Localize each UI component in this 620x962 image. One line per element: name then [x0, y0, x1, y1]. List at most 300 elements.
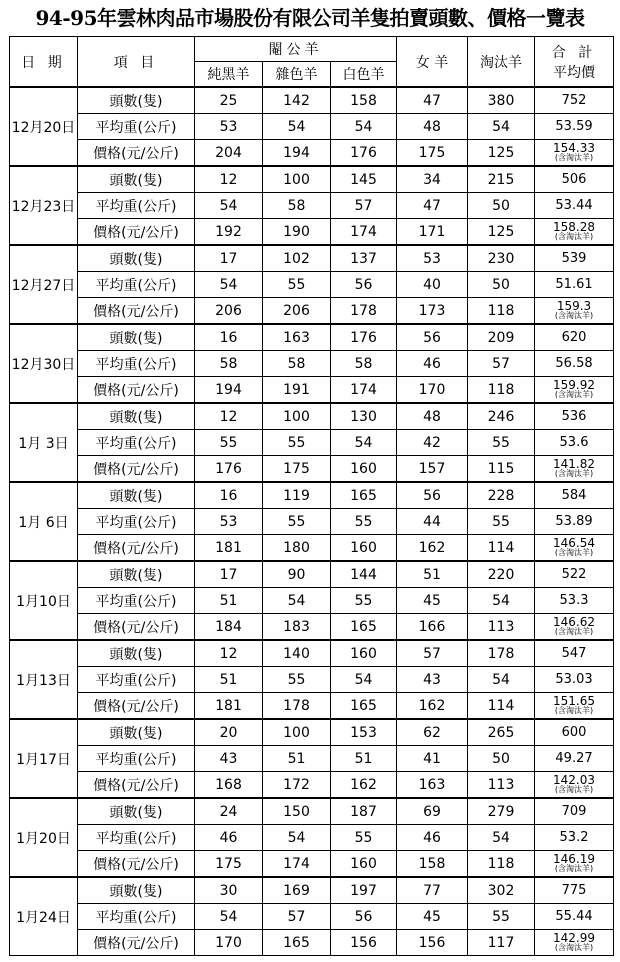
table-row: [10, 377, 614, 404]
value-cell: 181: [195, 693, 263, 720]
total-average-price-cell: [535, 772, 614, 799]
value-cell: 380: [468, 87, 535, 114]
value-cell: 118: [468, 851, 535, 878]
date-cell: 1月10日: [10, 561, 78, 640]
value-cell: 150: [263, 798, 331, 825]
total-cell: 752: [535, 87, 614, 114]
table-row: [10, 219, 614, 246]
value-cell: 57: [468, 351, 535, 377]
price-note: (含淘汰羊): [554, 942, 594, 952]
value-cell: 46: [195, 825, 263, 851]
table-row: [10, 509, 614, 535]
value-cell: 12: [195, 166, 263, 193]
total-average-price-cell: [535, 377, 614, 404]
row-label: 價格(元/公斤): [78, 456, 195, 483]
table-row: [10, 482, 614, 509]
value-cell: 230: [468, 245, 535, 272]
value-cell: 43: [195, 746, 263, 772]
value-cell: 145: [331, 166, 397, 193]
value-cell: 174: [331, 377, 397, 404]
value-cell: 302: [468, 877, 535, 904]
table-row: [10, 403, 614, 430]
value-cell: 55: [468, 509, 535, 535]
table-row: [10, 272, 614, 298]
header-row: [10, 37, 614, 62]
value-cell: 42: [397, 430, 468, 456]
value-cell: 140: [263, 640, 331, 667]
value-cell: 184: [195, 614, 263, 641]
value-cell: 178: [263, 693, 331, 720]
table-row: [10, 930, 614, 956]
row-label: 價格(元/公斤): [78, 693, 195, 720]
total-cell: 539: [535, 245, 614, 272]
price-value: 154.33: [553, 140, 596, 155]
value-cell: 54: [331, 430, 397, 456]
table-row: [10, 904, 614, 930]
value-cell: 16: [195, 482, 263, 509]
table-row: [10, 351, 614, 377]
value-cell: 178: [468, 640, 535, 667]
table-row: [10, 140, 614, 167]
price-with-note: [535, 693, 613, 716]
price-with-note: [535, 219, 613, 242]
row-label: 頭數(隻): [78, 324, 195, 351]
row-label: 價格(元/公斤): [78, 219, 195, 246]
total-cell: 53.2: [535, 825, 614, 851]
total-cell: 49.27: [535, 746, 614, 772]
row-label: 頭數(隻): [78, 166, 195, 193]
total-cell: 547: [535, 640, 614, 667]
row-label: 價格(元/公斤): [78, 377, 195, 404]
value-cell: 175: [397, 140, 468, 167]
price-value: 146.62: [553, 614, 596, 629]
total-cell: 522: [535, 561, 614, 588]
total-cell: 53.6: [535, 430, 614, 456]
table-row: [10, 719, 614, 746]
total-cell: 53.3: [535, 588, 614, 614]
date-cell: 12月23日: [10, 166, 78, 245]
price-note: (含淘汰羊): [554, 705, 594, 715]
value-cell: 162: [397, 693, 468, 720]
value-cell: 25: [195, 87, 263, 114]
value-cell: 158: [397, 851, 468, 878]
value-cell: 58: [195, 351, 263, 377]
row-label: 平均重(公斤): [78, 667, 195, 693]
value-cell: 176: [331, 140, 397, 167]
value-cell: 46: [397, 351, 468, 377]
value-cell: 48: [397, 114, 468, 140]
value-cell: 44: [397, 509, 468, 535]
value-cell: 125: [468, 140, 535, 167]
value-cell: 215: [468, 166, 535, 193]
value-cell: 62: [397, 719, 468, 746]
value-cell: 176: [195, 456, 263, 483]
total-cell: 53.59: [535, 114, 614, 140]
value-cell: 165: [331, 482, 397, 509]
total-cell: 600: [535, 719, 614, 746]
value-cell: 194: [263, 140, 331, 167]
value-cell: 168: [195, 772, 263, 799]
row-label: 平均重(公斤): [78, 509, 195, 535]
total-cell: 620: [535, 324, 614, 351]
value-cell: 279: [468, 798, 535, 825]
table-row: [10, 693, 614, 720]
value-cell: 53: [195, 509, 263, 535]
row-label: 頭數(隻): [78, 245, 195, 272]
table-body: [10, 87, 614, 956]
row-label: 頭數(隻): [78, 877, 195, 904]
value-cell: 153: [331, 719, 397, 746]
row-label: 頭數(隻): [78, 561, 195, 588]
price-note: (含淘汰羊): [554, 547, 594, 557]
price-note: (含淘汰羊): [554, 468, 594, 478]
row-label: 頭數(隻): [78, 482, 195, 509]
value-cell: 178: [331, 298, 397, 325]
table-row: [10, 772, 614, 799]
value-cell: 69: [397, 798, 468, 825]
value-cell: 54: [195, 193, 263, 219]
total-cell: 53.03: [535, 667, 614, 693]
row-label: 頭數(隻): [78, 403, 195, 430]
row-label: 價格(元/公斤): [78, 614, 195, 641]
table-row: [10, 561, 614, 588]
row-label: 平均重(公斤): [78, 272, 195, 298]
value-cell: 53: [397, 245, 468, 272]
table-row: [10, 166, 614, 193]
header-castrated-ram: 閹公羊: [195, 37, 397, 62]
value-cell: 100: [263, 719, 331, 746]
value-cell: 170: [195, 930, 263, 956]
value-cell: 163: [397, 772, 468, 799]
value-cell: 55: [331, 509, 397, 535]
value-cell: 160: [331, 456, 397, 483]
header-total: [535, 37, 614, 88]
row-label: 價格(元/公斤): [78, 298, 195, 325]
table-row: [10, 193, 614, 219]
value-cell: 54: [468, 667, 535, 693]
row-label: 頭數(隻): [78, 798, 195, 825]
table-row: [10, 245, 614, 272]
price-with-note: [535, 377, 613, 400]
value-cell: 30: [195, 877, 263, 904]
value-cell: 41: [397, 746, 468, 772]
value-cell: 50: [468, 272, 535, 298]
value-cell: 34: [397, 166, 468, 193]
row-label: 平均重(公斤): [78, 114, 195, 140]
price-with-note: [535, 851, 613, 874]
table-row: [10, 588, 614, 614]
value-cell: 90: [263, 561, 331, 588]
table-row: [10, 667, 614, 693]
row-label: 價格(元/公斤): [78, 851, 195, 878]
value-cell: 183: [263, 614, 331, 641]
total-average-price-cell: [535, 693, 614, 720]
value-cell: 51: [195, 667, 263, 693]
value-cell: 17: [195, 561, 263, 588]
value-cell: 175: [195, 851, 263, 878]
value-cell: 204: [195, 140, 263, 167]
value-cell: 55: [468, 904, 535, 930]
value-cell: 194: [195, 377, 263, 404]
total-average-price-cell: [535, 298, 614, 325]
value-cell: 55: [331, 825, 397, 851]
price-note: (含淘汰羊): [554, 863, 594, 873]
total-cell: 53.44: [535, 193, 614, 219]
value-cell: 55: [195, 430, 263, 456]
value-cell: 158: [331, 87, 397, 114]
row-label: 價格(元/公斤): [78, 535, 195, 562]
value-cell: 165: [331, 693, 397, 720]
value-cell: 50: [468, 746, 535, 772]
total-average-price-cell: [535, 140, 614, 167]
table-row: [10, 798, 614, 825]
price-with-note: [535, 535, 613, 558]
value-cell: 162: [397, 535, 468, 562]
value-cell: 17: [195, 245, 263, 272]
value-cell: 114: [468, 535, 535, 562]
total-cell: 55.44: [535, 904, 614, 930]
header-item: 項 目: [78, 37, 195, 88]
value-cell: 160: [331, 535, 397, 562]
value-cell: 54: [263, 114, 331, 140]
sheep-auction-table: [9, 36, 614, 956]
table-row: [10, 114, 614, 140]
value-cell: 117: [468, 930, 535, 956]
row-label: 價格(元/公斤): [78, 140, 195, 167]
value-cell: 53: [195, 114, 263, 140]
total-cell: 51.61: [535, 272, 614, 298]
value-cell: 58: [263, 351, 331, 377]
header-total-label: 合 計: [551, 44, 597, 61]
value-cell: 45: [397, 588, 468, 614]
value-cell: 171: [397, 219, 468, 246]
value-cell: 163: [263, 324, 331, 351]
value-cell: 156: [331, 930, 397, 956]
value-cell: 160: [331, 640, 397, 667]
value-cell: 156: [397, 930, 468, 956]
value-cell: 55: [263, 272, 331, 298]
date-cell: 1月20日: [10, 798, 78, 877]
row-label: 平均重(公斤): [78, 193, 195, 219]
value-cell: 157: [397, 456, 468, 483]
value-cell: 57: [263, 904, 331, 930]
row-label: 平均重(公斤): [78, 588, 195, 614]
value-cell: 174: [263, 851, 331, 878]
price-value: 142.03: [553, 772, 596, 787]
value-cell: 56: [331, 272, 397, 298]
table-row: [10, 456, 614, 483]
total-cell: 53.89: [535, 509, 614, 535]
value-cell: 12: [195, 640, 263, 667]
date-cell: 12月27日: [10, 245, 78, 324]
value-cell: 102: [263, 245, 331, 272]
value-cell: 57: [331, 193, 397, 219]
total-cell: 584: [535, 482, 614, 509]
value-cell: 144: [331, 561, 397, 588]
value-cell: 47: [397, 193, 468, 219]
total-average-price-cell: [535, 219, 614, 246]
date-cell: 12月30日: [10, 324, 78, 403]
price-note: (含淘汰羊): [554, 626, 594, 636]
value-cell: 190: [263, 219, 331, 246]
date-cell: 12月20日: [10, 87, 78, 166]
price-value: 146.19: [553, 851, 596, 866]
value-cell: 56: [331, 904, 397, 930]
value-cell: 114: [468, 693, 535, 720]
value-cell: 54: [331, 667, 397, 693]
value-cell: 115: [468, 456, 535, 483]
value-cell: 46: [397, 825, 468, 851]
value-cell: 57: [397, 640, 468, 667]
row-label: 平均重(公斤): [78, 904, 195, 930]
price-with-note: [535, 614, 613, 637]
value-cell: 160: [331, 851, 397, 878]
table-row: [10, 430, 614, 456]
value-cell: 113: [468, 614, 535, 641]
price-with-note: [535, 298, 613, 321]
date-cell: 1月 3日: [10, 403, 78, 482]
row-label: 價格(元/公斤): [78, 930, 195, 956]
value-cell: 130: [331, 403, 397, 430]
header-mixed: 雜色羊: [263, 62, 331, 88]
value-cell: 58: [331, 351, 397, 377]
page-title: 94-95年雲林肉品市場股份有限公司羊隻拍賣頭數、價格一覽表: [35, 6, 585, 30]
value-cell: 165: [263, 930, 331, 956]
value-cell: 16: [195, 324, 263, 351]
total-average-price-cell: [535, 614, 614, 641]
table-row: [10, 614, 614, 641]
price-with-note: [535, 772, 613, 795]
value-cell: 12: [195, 403, 263, 430]
value-cell: 100: [263, 166, 331, 193]
price-value: 142.99: [553, 930, 596, 945]
total-cell: 709: [535, 798, 614, 825]
value-cell: 170: [397, 377, 468, 404]
value-cell: 47: [397, 87, 468, 114]
value-cell: 54: [468, 825, 535, 851]
header-cull: 淘汰羊: [468, 37, 535, 88]
value-cell: 192: [195, 219, 263, 246]
table-row: [10, 851, 614, 878]
value-cell: 54: [331, 114, 397, 140]
value-cell: 142: [263, 87, 331, 114]
value-cell: 40: [397, 272, 468, 298]
value-cell: 54: [263, 825, 331, 851]
value-cell: 54: [468, 114, 535, 140]
value-cell: 166: [397, 614, 468, 641]
value-cell: 265: [468, 719, 535, 746]
value-cell: 172: [263, 772, 331, 799]
total-cell: 775: [535, 877, 614, 904]
value-cell: 206: [263, 298, 331, 325]
value-cell: 77: [397, 877, 468, 904]
row-label: 價格(元/公斤): [78, 772, 195, 799]
value-cell: 43: [397, 667, 468, 693]
value-cell: 165: [331, 614, 397, 641]
row-label: 平均重(公斤): [78, 430, 195, 456]
row-label: 頭數(隻): [78, 719, 195, 746]
value-cell: 55: [331, 588, 397, 614]
value-cell: 209: [468, 324, 535, 351]
header-average-price-label: 平均價: [553, 64, 596, 81]
value-cell: 176: [331, 324, 397, 351]
value-cell: 55: [468, 430, 535, 456]
table-row: [10, 324, 614, 351]
value-cell: 174: [331, 219, 397, 246]
value-cell: 118: [468, 298, 535, 325]
value-cell: 180: [263, 535, 331, 562]
value-cell: 197: [331, 877, 397, 904]
row-label: 平均重(公斤): [78, 746, 195, 772]
table-row: [10, 298, 614, 325]
total-cell: 56.58: [535, 351, 614, 377]
price-note: (含淘汰羊): [554, 389, 594, 399]
value-cell: 119: [263, 482, 331, 509]
value-cell: 220: [468, 561, 535, 588]
value-cell: 54: [195, 904, 263, 930]
date-cell: 1月24日: [10, 877, 78, 956]
value-cell: 51: [397, 561, 468, 588]
header-female: 女 羊: [397, 37, 468, 88]
total-cell: 536: [535, 403, 614, 430]
total-average-price-cell: [535, 851, 614, 878]
value-cell: 50: [468, 193, 535, 219]
total-cell: 506: [535, 166, 614, 193]
value-cell: 24: [195, 798, 263, 825]
price-note: (含淘汰羊): [554, 784, 594, 794]
price-value: 151.65: [553, 693, 596, 708]
table-row: [10, 535, 614, 562]
table-row: [10, 877, 614, 904]
value-cell: 56: [397, 482, 468, 509]
value-cell: 191: [263, 377, 331, 404]
total-average-price-cell: [535, 930, 614, 956]
row-label: 平均重(公斤): [78, 825, 195, 851]
row-label: 頭數(隻): [78, 87, 195, 114]
value-cell: 54: [468, 588, 535, 614]
value-cell: 228: [468, 482, 535, 509]
value-cell: 125: [468, 219, 535, 246]
value-cell: 181: [195, 535, 263, 562]
table-row: [10, 746, 614, 772]
value-cell: 51: [195, 588, 263, 614]
value-cell: 187: [331, 798, 397, 825]
value-cell: 45: [397, 904, 468, 930]
total-average-price-cell: [535, 535, 614, 562]
price-with-note: [535, 930, 613, 953]
value-cell: 162: [331, 772, 397, 799]
value-cell: 100: [263, 403, 331, 430]
value-cell: 118: [468, 377, 535, 404]
value-cell: 54: [263, 588, 331, 614]
header-date: 日 期: [10, 37, 78, 88]
value-cell: 173: [397, 298, 468, 325]
price-note: (含淘汰羊): [554, 152, 594, 162]
value-cell: 113: [468, 772, 535, 799]
header-white: 白色羊: [331, 62, 397, 88]
value-cell: 55: [263, 509, 331, 535]
row-label: 平均重(公斤): [78, 351, 195, 377]
value-cell: 54: [195, 272, 263, 298]
value-cell: 20: [195, 719, 263, 746]
price-note: (含淘汰羊): [554, 231, 594, 241]
price-value: 159.92: [553, 377, 596, 392]
price-with-note: [535, 140, 613, 163]
price-with-note: [535, 456, 613, 479]
value-cell: 55: [263, 430, 331, 456]
row-label: 頭數(隻): [78, 640, 195, 667]
header-black: 純黑羊: [195, 62, 263, 88]
